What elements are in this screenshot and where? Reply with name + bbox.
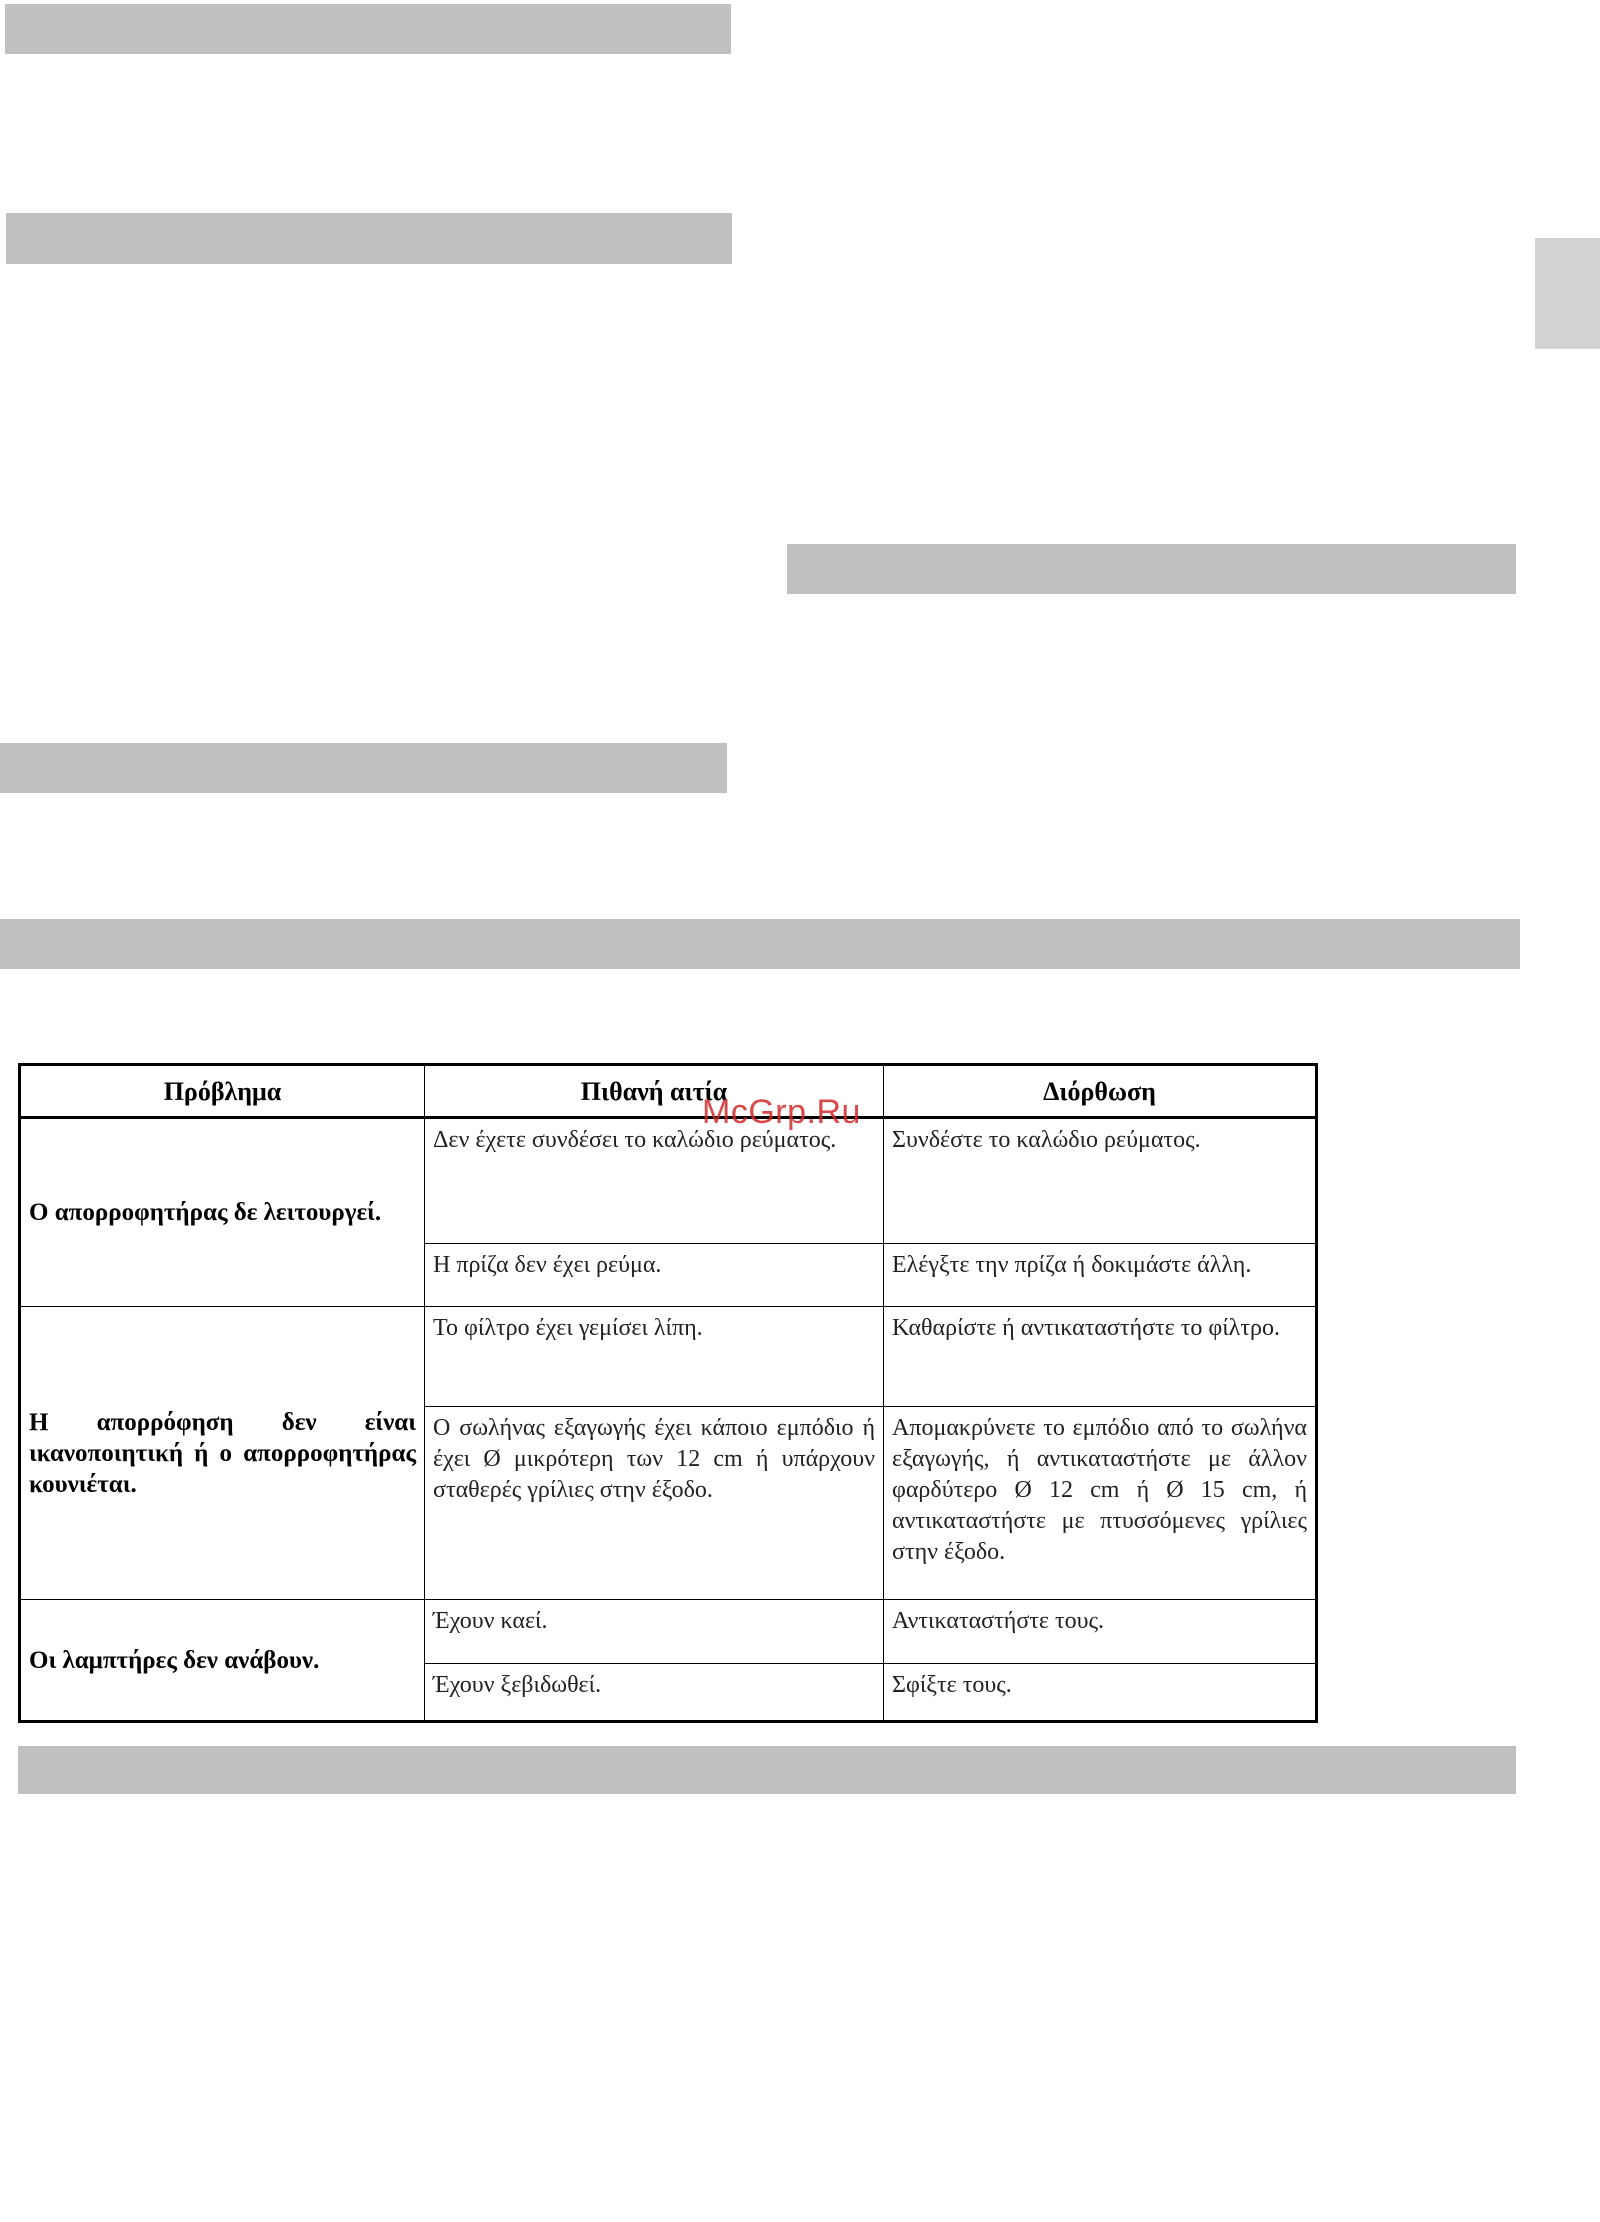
column-header-problem: Πρόβλημα — [20, 1065, 425, 1118]
table-row — [20, 1118, 1317, 1244]
table-row — [20, 1307, 1317, 1407]
cause-cell: Έχουν καεί. — [425, 1600, 884, 1664]
problem-cell: Οι λαμπτήρες δεν ανάβουν. — [20, 1600, 425, 1722]
section-header-bar-3 — [787, 544, 1516, 594]
cause-cell: Η πρίζα δεν έχει ρεύμα. — [425, 1244, 884, 1307]
page-side-tab — [1535, 238, 1600, 349]
problem-cell: Ο απορροφητήρας δε λειτουργεί. — [20, 1118, 425, 1307]
troubleshooting-table — [18, 1063, 1318, 1723]
section-header-bar-4 — [0, 743, 727, 793]
section-header-bar-2 — [6, 213, 732, 264]
watermark-text: McGrp.Ru — [702, 1093, 861, 1131]
column-header-fix: Διόρθωση — [884, 1065, 1317, 1118]
fix-cell: Σφίξτε τους. — [884, 1664, 1317, 1722]
problem-cell: Η απορρόφηση δεν είναι ικανοποιητική ή ο απορροφητήρας κουνιέται. — [20, 1307, 425, 1600]
cause-cell: Δεν έχετε συνδέσει το καλώδιο ρεύματος. — [425, 1118, 884, 1244]
section-header-bar-6 — [18, 1746, 1516, 1794]
table-header-row — [20, 1065, 1317, 1118]
fix-cell: Συνδέστε το καλώδιο ρεύματος. — [884, 1118, 1317, 1244]
fix-cell: Αντικαταστήστε τους. — [884, 1600, 1317, 1664]
cause-cell: Το φίλτρο έχει γεμίσει λίπη. — [425, 1307, 884, 1407]
cause-cell: Ο σωλήνας εξαγωγής έχει κάποιο εμπόδιο ή έχει Ø μικρότερη των 12 cm ή υπάρχουν σταθερές γρίλιες στην έξοδο. — [425, 1407, 884, 1600]
table-row — [20, 1600, 1317, 1664]
section-header-bar-5 — [0, 919, 1520, 969]
column-header-cause: Πιθανή αιτία — [425, 1065, 884, 1118]
fix-cell: Ελέγξτε την πρίζα ή δοκιμάστε άλλη. — [884, 1244, 1317, 1307]
cause-cell: Έχουν ξεβιδωθεί. — [425, 1664, 884, 1722]
fix-cell: Απομακρύνετε το εμπόδιο από το σωλήνα εξαγωγής, ή αντικαταστήστε με άλλον φαρδύτερο Ø 12 cm ή Ø 15 cm, ή αντικαταστήστε με πτυσσόμενες γρίλιες στην έξοδο. — [884, 1407, 1317, 1600]
fix-cell: Καθαρίστε ή αντικαταστήστε το φίλτρο. — [884, 1307, 1317, 1407]
section-header-bar-1 — [5, 4, 731, 54]
